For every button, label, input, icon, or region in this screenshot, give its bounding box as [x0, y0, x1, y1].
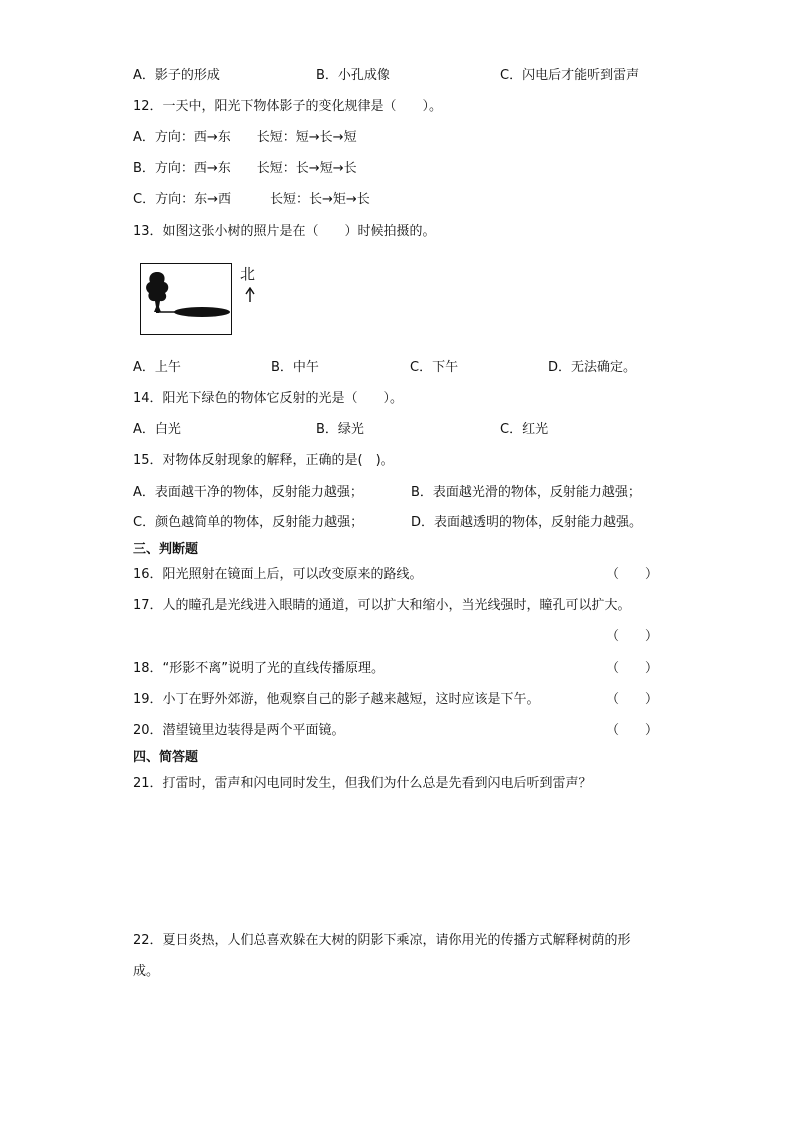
q19-text: 19．小丁在野外郊游，他观察自己的影子越来越短，这时应该是下午。 [133, 692, 540, 707]
q18-answer-blank: （ ） [606, 661, 659, 676]
q20-answer-blank: （ ） [606, 723, 659, 738]
q14-option-b: B．绿光 [316, 422, 364, 437]
q14-option-a: A．白光 [133, 422, 181, 437]
q21-text: 21．打雷时，雷声和闪电同时发生，但我们为什么总是先看到闪电后听到雷声？ [133, 776, 592, 791]
q11-option-a: A．影子的形成 [133, 68, 220, 83]
q12-option-a: A．方向：西→东 长短：短→长→短 [133, 130, 357, 145]
q15-stem: 15．对物体反射现象的解释，正确的是( )。 [133, 453, 394, 468]
tree-shadow-image [141, 264, 230, 333]
q12-option-b: B．方向：西→东 长短：长→短→长 [133, 161, 357, 176]
q22-text-line1: 22．夏日炎热，人们总喜欢躲在大树的阴影下乘凉，请你用光的传播方式解释树荫的形 [133, 933, 631, 948]
section-3-title: 三、判断题 [133, 542, 199, 557]
q15-option-a: A．表面越干净的物体，反射能力越强； [133, 485, 363, 500]
q14-stem: 14．阳光下绿色的物体它反射的光是（ ）。 [133, 391, 404, 406]
q15-option-b: B．表面越光滑的物体，反射能力越强； [411, 485, 641, 500]
q13-option-a: A．上午 [133, 360, 181, 375]
q16-answer-blank: （ ） [606, 567, 659, 582]
q12-option-c: C．方向：东→西 长短：长→矩→长 [133, 192, 370, 207]
q13-option-b: B．中午 [271, 360, 319, 375]
q22-text-line2: 成。 [133, 964, 160, 979]
q13-option-d: D．无法确定。 [548, 360, 637, 375]
q15-option-d: D．表面越透明的物体，反射能力越强。 [411, 515, 643, 530]
q13-stem: 13．如图这张小树的照片是在（ ）时候拍摄的。 [133, 224, 436, 239]
q14-option-c: C．红光 [500, 422, 549, 437]
north-label: 北 [240, 265, 256, 283]
q12-stem: 12．一天中，阳光下物体影子的变化规律是（ ）。 [133, 99, 443, 114]
q19-answer-blank: （ ） [606, 692, 659, 707]
q17-text: 17．人的瞳孔是光线进入眼睛的通道，可以扩大和缩小，当光线强时，瞳孔可以扩大。 [133, 598, 631, 613]
q18-text: 18．“形影不离”说明了光的直线传播原理。 [133, 661, 385, 676]
q20-text: 20．潜望镜里边装得是两个平面镜。 [133, 723, 345, 738]
north-arrow-icon [244, 287, 256, 303]
q15-option-c: C．颜色越简单的物体，反射能力越强； [133, 515, 364, 530]
tree-shadow-photo [140, 263, 232, 335]
q16-text: 16．阳光照射在镜面上后，可以改变原来的路线。 [133, 567, 423, 582]
q17-answer-blank: （ ） [606, 629, 659, 644]
q11-option-b: B．小孔成像 [316, 68, 390, 83]
q11-option-c: C．闪电后才能听到雷声 [500, 68, 640, 83]
section-4-title: 四、简答题 [133, 750, 199, 765]
q13-option-c: C．下午 [410, 360, 459, 375]
